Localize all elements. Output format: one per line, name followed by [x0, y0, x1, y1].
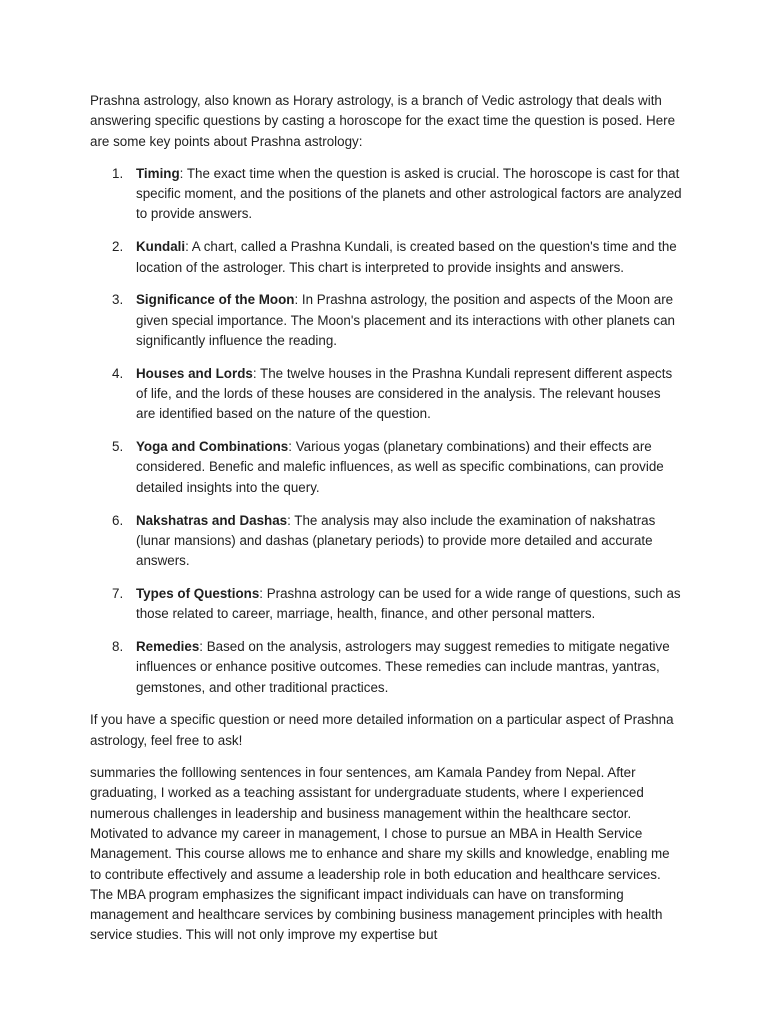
list-item-text: : Prashna astrology can be used for a wide range of questions, such as those related to career, marriage, health, finance, and other personal matters. — [136, 585, 681, 622]
list-item-text: : Various yogas (planetary combinations) and their effects are considered. Benefic and malefic influences, as well as specific combinations, can provide detailed insights into the query. — [136, 439, 664, 495]
list-item-term: Kundali — [136, 239, 186, 255]
list-item-number: 4. — [112, 365, 124, 381]
list-item-number: 7. — [112, 585, 124, 601]
list-item — [90, 584, 682, 625]
outro-paragraph: If you have a specific question or need more detailed information on a particular aspect of Prashna astrology, feel free to ask! — [90, 712, 674, 748]
list-item — [90, 290, 682, 351]
list-item — [90, 437, 682, 498]
list-item-number: 2. — [112, 239, 124, 255]
list-item-term: Remedies — [136, 639, 200, 655]
list-item-number: 1. — [112, 165, 124, 181]
list-item-text: : Based on the analysis, astrologers may suggest remedies to mitigate negative influences or enhance positive outcomes. These remedies can include mantras, yantras, gemstones, and other traditional practices. — [136, 639, 670, 695]
list-item — [90, 511, 682, 572]
list-item-text: : A chart, called a Prashna Kundali, is created based on the question's time and the location of the astrologer. This chart is interpreted to provide insights and answers. — [136, 239, 677, 275]
list-item-term: Yoga and Combinations — [136, 439, 289, 455]
list-item-text: : The exact time when the question is asked is crucial. The horoscope is cast for that specific moment, and the positions of the planets and other astrological factors are analyzed to provide answers. — [136, 165, 682, 222]
intro-paragraph: Prashna astrology, also known as Horary astrology, is a branch of Vedic astrology that deals with answering specific questions by casting a horoscope for the exact time the question is posed. Here are some key points about Prashna astrology: — [90, 93, 676, 149]
list-item-number: 3. — [112, 292, 124, 308]
list-item-text: : In Prashna astrology, the position and aspects of the Moon are given special importance. The Moon's placement and its interactions with other planets can significantly influence the reading. — [136, 292, 675, 348]
list-item — [90, 637, 682, 698]
document-page — [90, 91, 682, 946]
list-item-term: Houses and Lords — [136, 365, 253, 381]
list-item-term: Types of Questions — [136, 585, 260, 601]
list-item-term: Significance of the Moon — [136, 292, 295, 308]
list-item — [90, 364, 682, 425]
list-item-number: 6. — [112, 512, 124, 528]
summary-request-paragraph: summaries the folllowing sentences in four sentences, am Kamala Pandey from Nepal. After graduating, I worked as a teaching assistant for undergraduate students, where I experienced numerous challenges in leadership and business management within the healthcare sector. Motivated to advance my career in management, I chose to pursue an MBA in Health Service Management. This course allows me to enhance and share my skills and knowledge, enabling me to contribute effectively and assume a leadership role in both education and healthcare services. The MBA program emphasizes the significant impact individuals can have on transforming management and healthcare services by combining business management principles with health service studies. This will not only improve my expertise but — [90, 765, 670, 943]
list-item-text: : The twelve houses in the Prashna Kundali represent different aspects of life, and the lords of these houses are considered in the analysis. The relevant houses are identified based on the nature of the question. — [136, 365, 673, 422]
list-item-number: 5. — [112, 439, 124, 455]
list-item-term: Nakshatras and Dashas — [136, 512, 288, 528]
list-item — [90, 237, 682, 278]
key-points-list — [90, 164, 682, 698]
list-item-term: Timing — [136, 165, 180, 181]
list-item-number: 8. — [112, 639, 124, 655]
list-item-text: : The analysis may also include the examination of nakshatras (lunar mansions) and dashas (planetary periods) to provide more detailed and accurate answers. — [136, 512, 656, 569]
list-item — [90, 164, 682, 225]
